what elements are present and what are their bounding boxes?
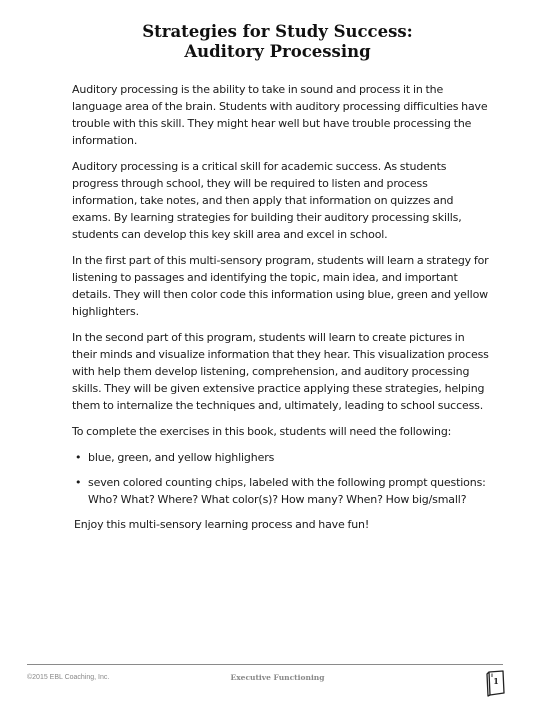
footer-copyright: ©2015 EBL Coaching, Inc.: [27, 674, 110, 681]
bullet-icon: •: [75, 476, 82, 489]
page-title: [0, 22, 555, 62]
list-item: [75, 449, 492, 466]
materials-list: [72, 449, 492, 508]
title-line-2: Auditory Processing: [184, 42, 371, 61]
paragraph-definition: Auditory processing is the ability to take in sound and process it in the language area of the brain. Students with auditory processing difficulties have trouble with this skill. They might hear well but have trouble processing the information.: [72, 83, 488, 147]
list-item: [75, 474, 492, 508]
list-item-text: blue, green, and yellow highlighers: [88, 451, 275, 464]
bullet-icon: •: [75, 451, 82, 464]
list-item-text: seven colored counting chips, labeled with the following prompt questions: Who? What? Where? What color(s)? How many? When? How big/small?: [88, 476, 486, 506]
paragraph-importance: Auditory processing is a critical skill for academic success. As students progress through school, they will be required to listen and process information, take notes, and then apply that information on quizzes and exams. By learning strategies for building their auditory processing skills, students can develop this key skill area and excel in school.: [72, 160, 462, 241]
paragraph-part-two: In the second part of this program, students will learn to create pictures in their minds and visualize information that they hear. This visualization process with help them develop listening, comprehension, and auditory processing skills. They will be given extensive practice applying these strategies, helping them to internalize the techniques and, ultimately, leading to school success.: [72, 331, 489, 412]
paragraph-materials-intro: To complete the exercises in this book, students will need the following:: [72, 425, 452, 438]
footer-divider: [27, 664, 503, 665]
paragraph-part-one: In the first part of this multi-sensory program, students will learn a strategy for listening to passages and identifying the topic, main idea, and important details. They will then color code this information using blue, green and yellow highlighters.: [72, 254, 489, 318]
body-content: [72, 81, 492, 542]
title-line-1: Strategies for Study Success:: [142, 22, 413, 41]
page-number: 1: [493, 676, 499, 686]
footer-book-title: Executive Functioning: [230, 673, 325, 682]
closing-sentence: Enjoy this multi-sensory learning process and have fun!: [74, 518, 370, 531]
